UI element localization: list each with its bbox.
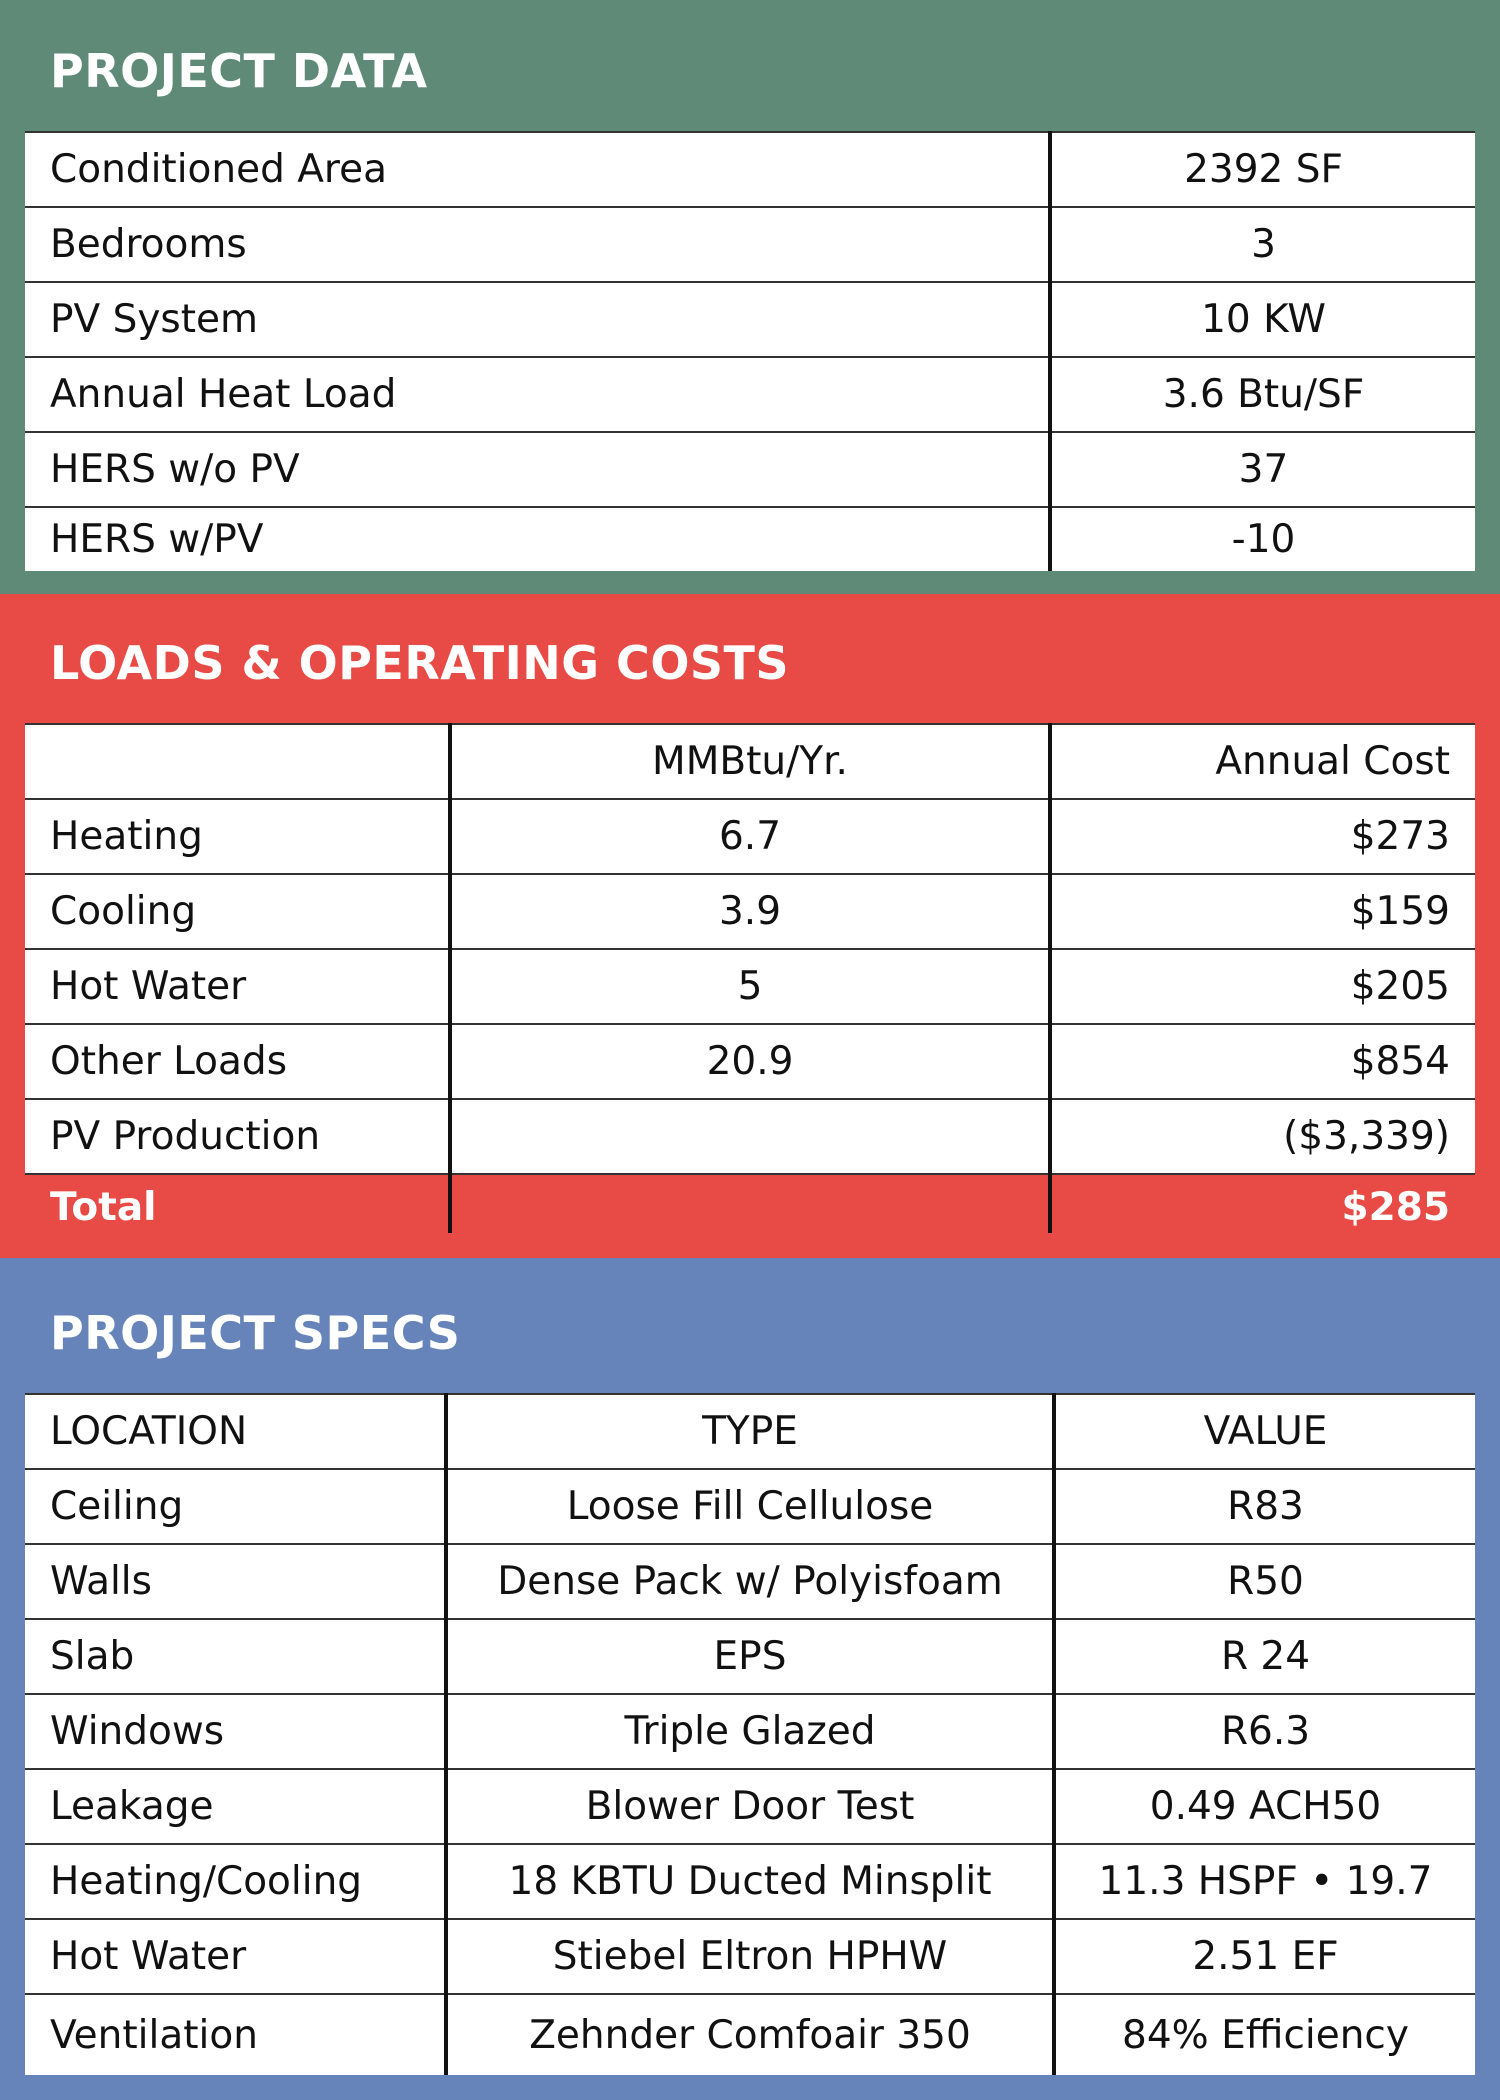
row-label: Annual Heat Load xyxy=(50,372,397,417)
row-type: Dense Pack w/ Polyisfoam xyxy=(497,1559,1003,1604)
row-value: 2.51 EF xyxy=(1192,1934,1339,1979)
table-row xyxy=(25,1618,1475,1693)
row-mmbtu xyxy=(452,1100,1048,1173)
row-type: Blower Door Test xyxy=(585,1784,915,1829)
row-label: Heating xyxy=(50,814,203,859)
row-type: EPS xyxy=(713,1634,787,1679)
total-cost: $285 xyxy=(1341,1184,1450,1230)
row-type: Loose Fill Cellulose xyxy=(566,1484,934,1529)
row-value: 11.3 HSPF • 19.7 xyxy=(1098,1859,1433,1904)
table-row xyxy=(25,1843,1475,1918)
row-cost: $159 xyxy=(1350,889,1450,934)
header-location: LOCATION xyxy=(50,1409,248,1454)
row-location: Heating/Cooling xyxy=(50,1859,363,1904)
row-value: 3 xyxy=(1251,222,1276,267)
header-annual-cost: Annual Cost xyxy=(1215,739,1450,784)
total-label: Total xyxy=(50,1184,157,1230)
total-row xyxy=(25,1173,1475,1239)
row-label: Cooling xyxy=(50,889,197,934)
row-value: -10 xyxy=(1231,517,1296,562)
row-type: Triple Glazed xyxy=(624,1709,876,1754)
row-mmbtu: 3.9 xyxy=(718,889,782,934)
row-location: Leakage xyxy=(50,1784,214,1829)
row-value: 3.6 Btu/SF xyxy=(1162,372,1365,417)
row-label: PV Production xyxy=(50,1114,321,1159)
row-location: Slab xyxy=(50,1634,135,1679)
row-value: R83 xyxy=(1227,1484,1304,1529)
table-row xyxy=(25,431,1475,506)
column-divider xyxy=(448,723,452,1233)
row-label: HERS w/o PV xyxy=(50,447,300,492)
row-value: 84% Efficiency xyxy=(1122,2012,1409,2058)
project-specs-title: PROJECT SPECS xyxy=(50,1306,461,1360)
row-label: HERS w/PV xyxy=(50,517,264,562)
row-mmbtu: 6.7 xyxy=(718,814,782,859)
row-type: Zehnder Comfoair 350 xyxy=(529,2012,971,2058)
row-location: Ventilation xyxy=(50,2012,258,2058)
table-row xyxy=(25,506,1475,571)
table-row xyxy=(25,356,1475,431)
table-row xyxy=(25,281,1475,356)
row-value: 10 KW xyxy=(1201,297,1326,342)
table-header-row xyxy=(25,1393,1475,1468)
project-data-table xyxy=(25,131,1475,571)
row-cost: $854 xyxy=(1350,1039,1450,1084)
table-row xyxy=(25,1993,1475,2075)
table-row xyxy=(25,1918,1475,1993)
row-cost: $205 xyxy=(1350,964,1450,1009)
column-divider xyxy=(1048,723,1052,1233)
table-row xyxy=(25,1543,1475,1618)
row-label: Bedrooms xyxy=(50,222,247,267)
row-label: Conditioned Area xyxy=(50,147,388,192)
row-value: R50 xyxy=(1227,1559,1304,1604)
loads-title: LOADS & OPERATING COSTS xyxy=(50,636,790,690)
table-row xyxy=(25,798,1475,873)
row-mmbtu: 20.9 xyxy=(706,1039,794,1084)
header-value: VALUE xyxy=(1203,1409,1328,1454)
table-row xyxy=(25,1468,1475,1543)
row-type: Stiebel Eltron HPHW xyxy=(552,1934,948,1979)
row-label: Hot Water xyxy=(50,964,247,1009)
row-mmbtu: 5 xyxy=(737,964,763,1009)
row-label: PV System xyxy=(50,297,259,342)
column-divider xyxy=(1052,1393,1056,2075)
row-value: 2392 SF xyxy=(1184,147,1343,192)
table-row xyxy=(25,1693,1475,1768)
header-mmbtu: MMBtu/Yr. xyxy=(652,739,848,784)
table-row xyxy=(25,948,1475,1023)
table-row xyxy=(25,206,1475,281)
table-row xyxy=(25,873,1475,948)
column-divider xyxy=(444,1393,448,2075)
project-specs-table xyxy=(25,1393,1475,2075)
table-row xyxy=(25,1023,1475,1098)
row-label: Other Loads xyxy=(50,1039,288,1084)
row-location: Windows xyxy=(50,1709,225,1754)
column-divider xyxy=(1048,131,1052,571)
header-type: TYPE xyxy=(702,1409,798,1454)
project-data-title: PROJECT DATA xyxy=(50,44,428,98)
table-row xyxy=(25,131,1475,206)
row-location: Walls xyxy=(50,1559,152,1604)
row-type: 18 KBTU Ducted Minsplit xyxy=(508,1859,992,1904)
loads-table xyxy=(25,723,1475,1233)
row-value: R6.3 xyxy=(1220,1709,1311,1754)
row-cost: ($3,339) xyxy=(1283,1114,1450,1159)
row-location: Ceiling xyxy=(50,1484,184,1529)
row-cost: $273 xyxy=(1350,814,1450,859)
table-header-row xyxy=(25,723,1475,798)
row-value: 0.49 ACH50 xyxy=(1149,1784,1382,1829)
table-row xyxy=(25,1098,1475,1173)
row-value: 37 xyxy=(1238,447,1289,492)
table-row xyxy=(25,1768,1475,1843)
row-location: Hot Water xyxy=(50,1934,247,1979)
row-value: R 24 xyxy=(1220,1634,1311,1679)
